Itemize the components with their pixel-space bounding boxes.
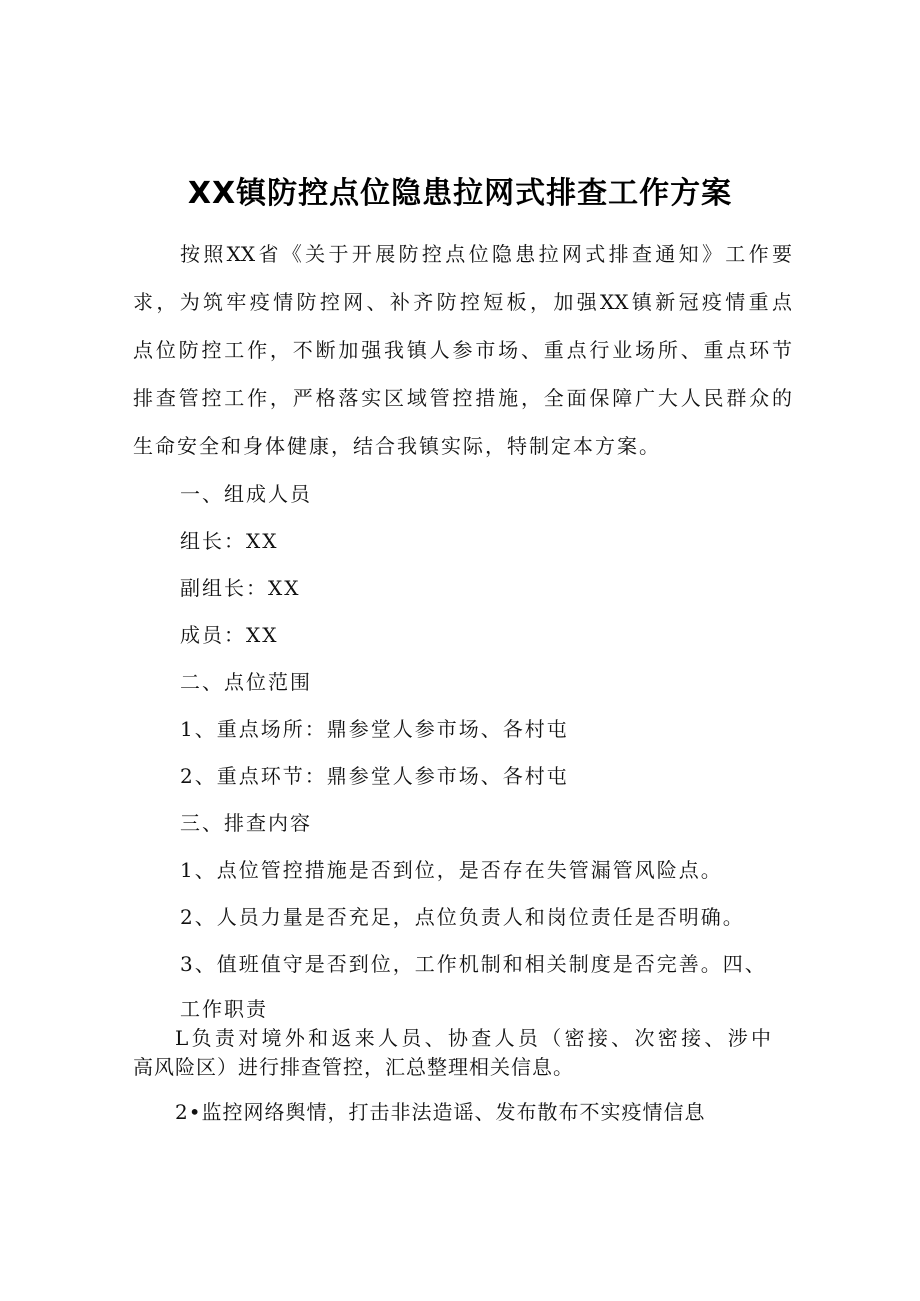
intro-line: 按照XX省《关于开展防控点位隐患拉网式排查通知》工作要 [180,242,792,266]
section-heading: 二、点位范围 [180,670,312,694]
intro-line: 排查管控工作，严格落实区域管控措施，全面保障广大人民群众的 [133,386,792,410]
duty-item: 高风险区）进行排查管控，汇总整理相关信息。 [133,1055,574,1079]
section-heading: 一、组成人员 [180,482,312,506]
team-members: 成员：XX [180,623,279,647]
duty-item: L负责对境外和返来人员、协查人员（密接、次密接、涉中 [175,1026,772,1050]
duty-item: 2•监控网络舆情，打击非法造谣、发布散布不实疫情信息 [175,1100,706,1124]
deputy-leader: 副组长：XX [180,576,301,600]
team-leader: 组长：XX [180,529,279,553]
intro-line: 求，为筑牢疫情防控网、补齐防控短板，加强XX镇新冠疫情重点 [133,290,792,314]
document-title: XX镇防控点位隐患拉网式排查工作方案 [187,176,733,211]
check-item: 1、点位管控措施是否到位，是否存在失管漏管风险点。 [180,858,723,882]
check-item: 2、人员力量是否充足，点位负责人和岗位责任是否明确。 [180,905,745,929]
scope-item: 1、重点场所：鼎参堂人参市场、各村屯 [180,717,569,741]
scope-item: 2、重点环节：鼎参堂人参市场、各村屯 [180,764,569,788]
intro-line: 点位防控工作，不断加强我镇人参市场、重点行业场所、重点环节 [133,338,792,362]
intro-line: 生命安全和身体健康，结合我镇实际，特制定本方案。 [133,434,661,458]
check-item: 3、值班值守是否到位，工作机制和相关制度是否完善。四、 [180,952,767,976]
section-heading: 三、排查内容 [180,811,312,835]
section-heading: 工作职责 [180,997,268,1021]
